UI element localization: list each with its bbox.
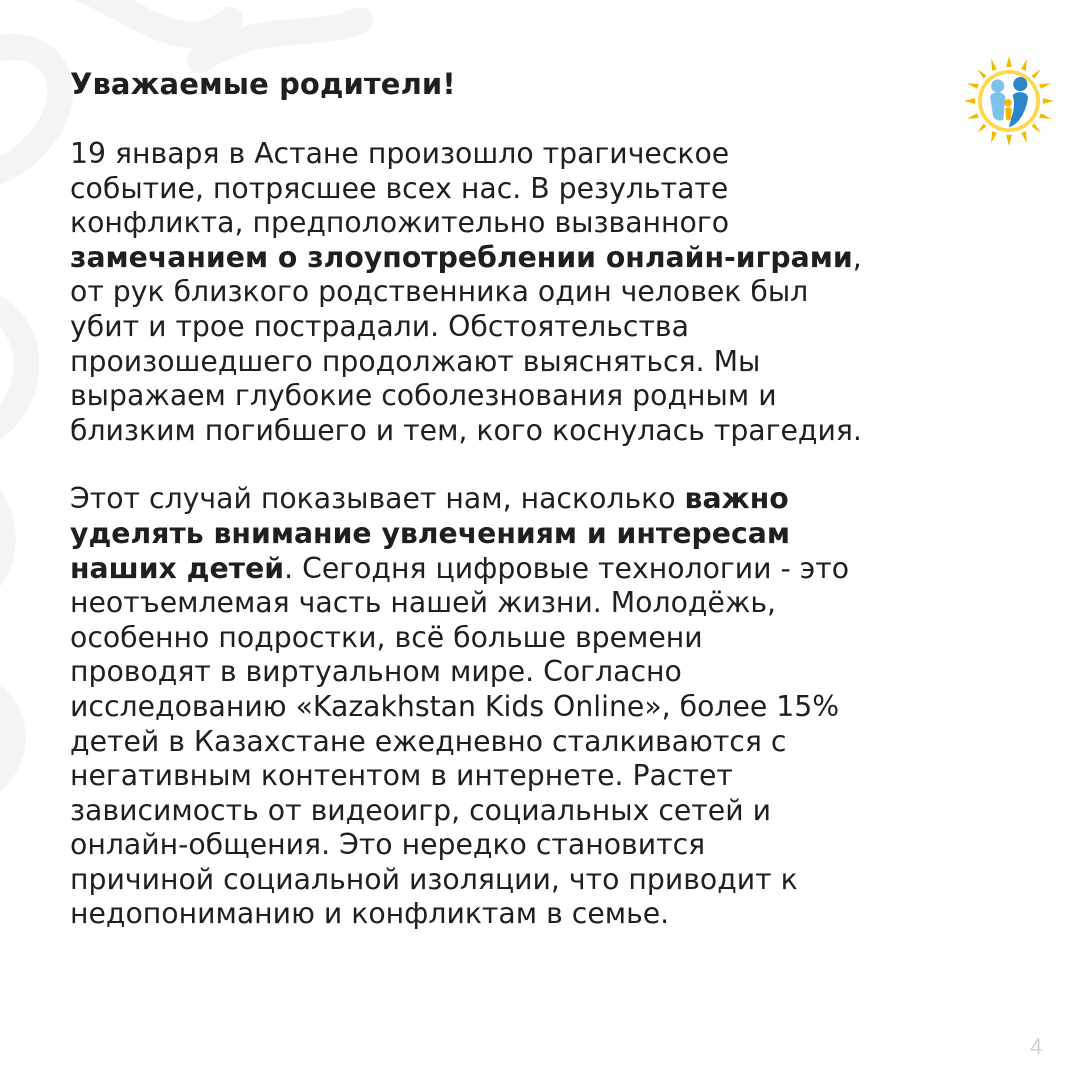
page-number: 4: [1030, 1034, 1043, 1059]
text-line: детей в Казахстане ежедневно сталкиваются с: [70, 724, 787, 758]
text-fragment: ,: [852, 240, 862, 274]
text-line: близким погибшего и тем, кого коснулась трагедия.: [70, 413, 862, 447]
greeting-heading: Уважаемые родители!: [70, 67, 456, 101]
text-fragment: Этот случай показывает нам, насколько: [70, 482, 685, 516]
text-fragment: . Сегодня цифровые технологии - это: [284, 551, 850, 585]
text-line: недопониманию и конфликтам в семье.: [70, 897, 670, 931]
text-line: убит и трое пострадали. Обстоятельства: [70, 309, 689, 343]
text-line: [70, 517, 990, 552]
text-line: онлайн-общения. Это нередко становится: [70, 828, 706, 862]
text-line: негативным контентом в интернете. Растет: [70, 759, 733, 793]
bold-emphasis: важно: [684, 482, 789, 516]
text-line: проводят в виртуальном мире. Согласно: [70, 655, 682, 689]
text-line: [70, 241, 990, 276]
text-line: причиной социальной изоляции, что приводит к: [70, 862, 798, 896]
text-line: неотъемлемая часть нашей жизни. Молодёжь,: [70, 586, 777, 620]
text-line: зависимость от видеоигр, социальных сетей и: [70, 793, 771, 827]
bold-emphasis: уделять внимание увлечениям и интересам: [70, 516, 790, 550]
bold-emphasis: замечанием о злоупотреблении онлайн-играми: [70, 240, 853, 274]
paragraph-incident: [70, 137, 990, 448]
text-line: конфликта, предположительно вызванного: [70, 206, 730, 240]
text-line: выражаем глубокие соболезнования родным и: [70, 379, 777, 413]
letter-content: [70, 66, 990, 932]
bold-emphasis: наших детей: [70, 551, 285, 585]
text-line: исследованию «Kazakhstan Kids Online», более 15%: [70, 689, 840, 723]
text-line: особенно подростки, всё больше времени: [70, 620, 703, 654]
text-line: от рук близкого родственника один человек был: [70, 275, 809, 309]
text-line: 19 января в Астане произошло трагическое: [70, 137, 730, 170]
text-line: событие, потрясшее всех нас. В результате: [70, 171, 729, 205]
paragraph-attention: [70, 482, 990, 932]
text-line: произошедшего продолжают выясняться. Мы: [70, 344, 761, 378]
text-line: [70, 552, 990, 587]
text-line: [70, 482, 990, 517]
